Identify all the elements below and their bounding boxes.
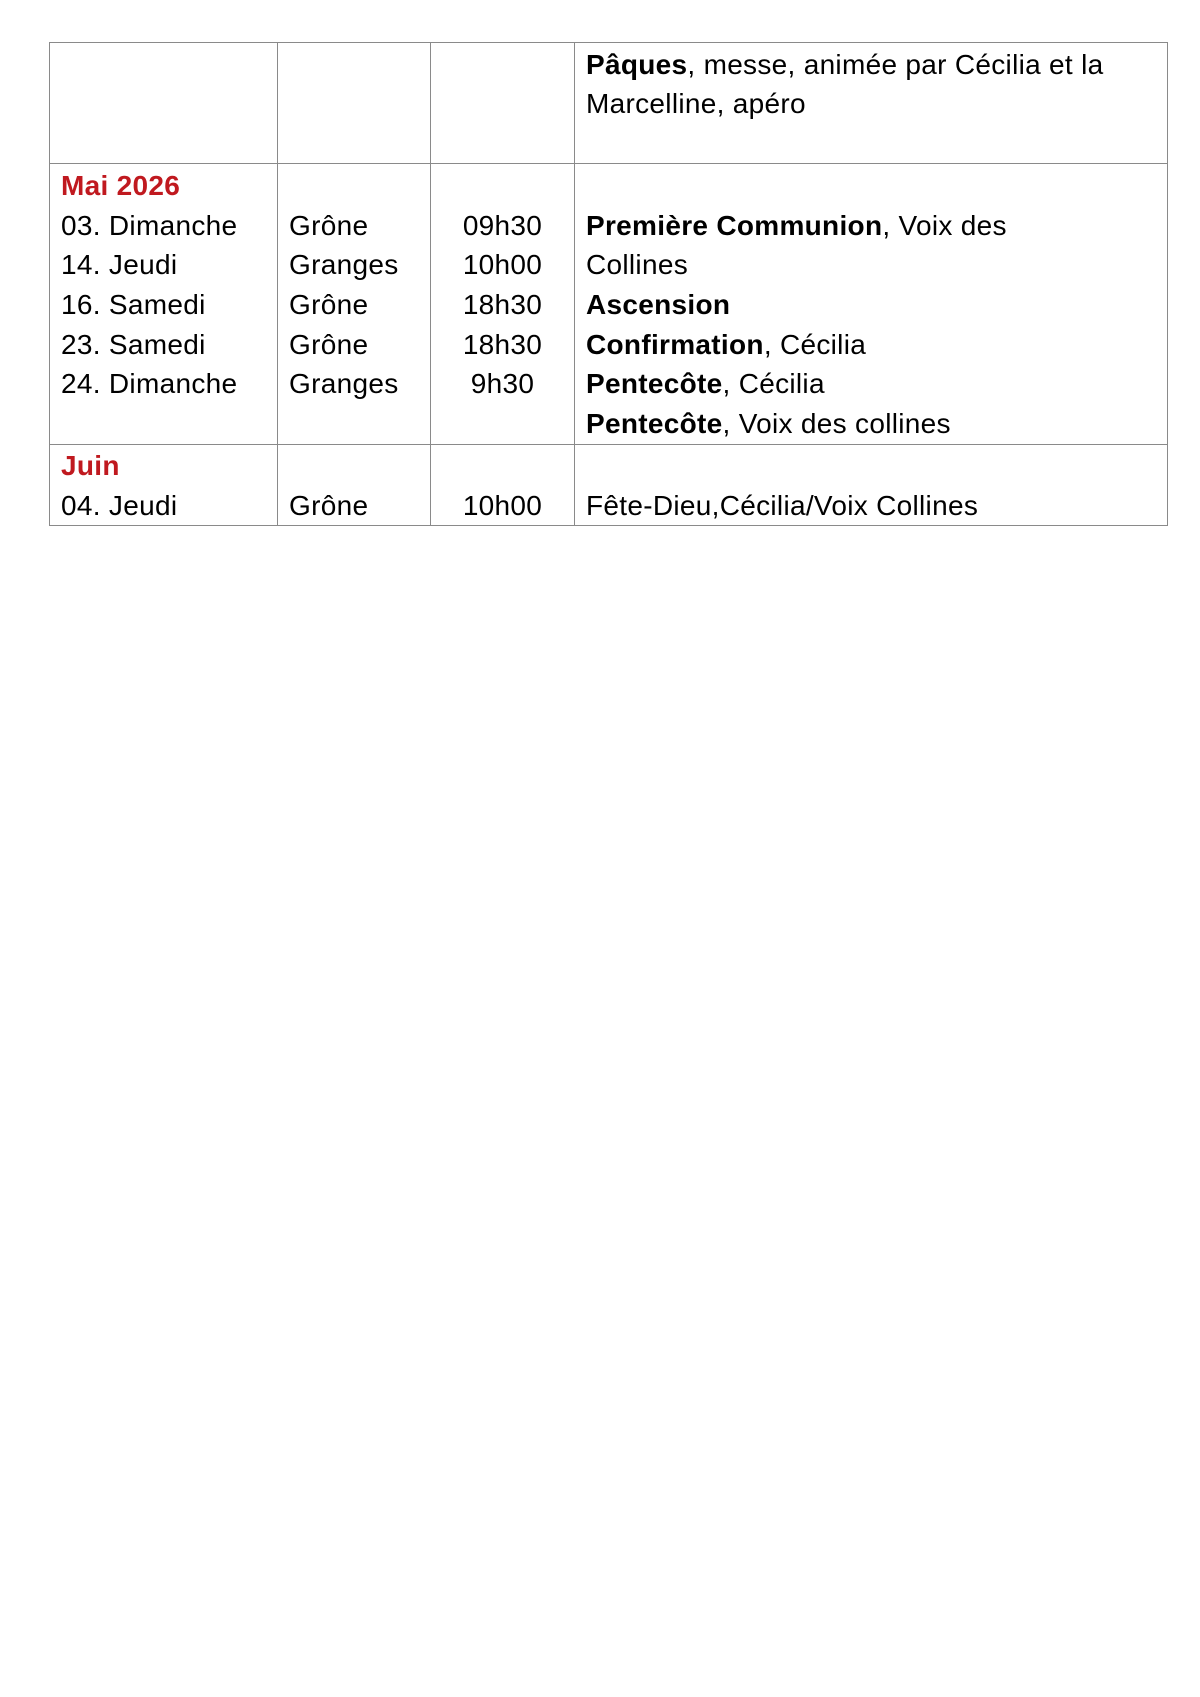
event-title: Première Communion — [586, 209, 883, 241]
event-line — [586, 404, 1156, 444]
table-row — [50, 444, 1168, 525]
time-label: 18h30 — [462, 289, 543, 321]
place-label: Grône — [289, 328, 369, 360]
event-details: , Cécilia — [722, 368, 825, 400]
time-label: 10h00 — [462, 489, 543, 521]
time-cell — [431, 444, 575, 525]
event-details: , Voix des collines — [722, 408, 951, 440]
place-cell — [278, 164, 431, 445]
place-label: Grône — [289, 209, 369, 241]
place-label: Grône — [289, 489, 369, 521]
date-cell — [50, 43, 278, 164]
month-heading: Mai 2026 — [61, 170, 181, 201]
date-label: 23. Samedi — [61, 328, 206, 360]
event-details: , messe, animée par Cécilia et la — [687, 49, 1104, 80]
event-details: , Cécilia — [763, 328, 867, 360]
date-label: 03. Dimanche — [61, 209, 238, 241]
place-cell — [278, 43, 431, 164]
event-cell — [575, 444, 1168, 525]
event-title: Ascension — [586, 289, 731, 321]
date-cell — [50, 444, 278, 525]
date-label: 14. Jeudi — [61, 249, 178, 281]
event-details: , Voix des — [882, 209, 1007, 241]
place-label: Granges — [289, 368, 399, 400]
place-cell — [278, 444, 431, 525]
event-line — [586, 285, 1156, 325]
time-label: 09h30 — [462, 209, 543, 241]
time-label: 10h00 — [462, 249, 543, 281]
event-details: Marcelline, apéro — [586, 88, 806, 119]
event-details: Collines — [586, 249, 688, 281]
event-cell — [575, 43, 1168, 164]
event-line — [586, 245, 1156, 285]
schedule-table — [49, 42, 1168, 526]
time-cell — [431, 43, 575, 164]
table-row — [50, 43, 1168, 164]
date-label: 04. Jeudi — [61, 489, 178, 521]
place-label: Granges — [289, 249, 399, 281]
date-cell — [50, 164, 278, 445]
event-line — [586, 364, 1156, 404]
event-title: Confirmation — [586, 328, 764, 360]
month-heading: Juin — [61, 449, 120, 481]
place-label: Grône — [289, 289, 369, 321]
event-title: Pâques — [586, 49, 688, 80]
time-label: 9h30 — [470, 368, 535, 400]
event-line — [586, 325, 1156, 365]
time-label: 18h30 — [462, 328, 543, 360]
event-details: Fête-Dieu,Cécilia/Voix Collines — [586, 489, 979, 521]
event-title: Pentecôte — [586, 408, 723, 440]
event-title: Pentecôte — [586, 368, 723, 400]
event-cell — [575, 164, 1168, 445]
date-label: 16. Samedi — [61, 289, 206, 321]
date-label: 24. Dimanche — [61, 368, 238, 400]
time-cell — [431, 164, 575, 445]
event-line — [586, 206, 1156, 246]
table-row — [50, 164, 1168, 445]
